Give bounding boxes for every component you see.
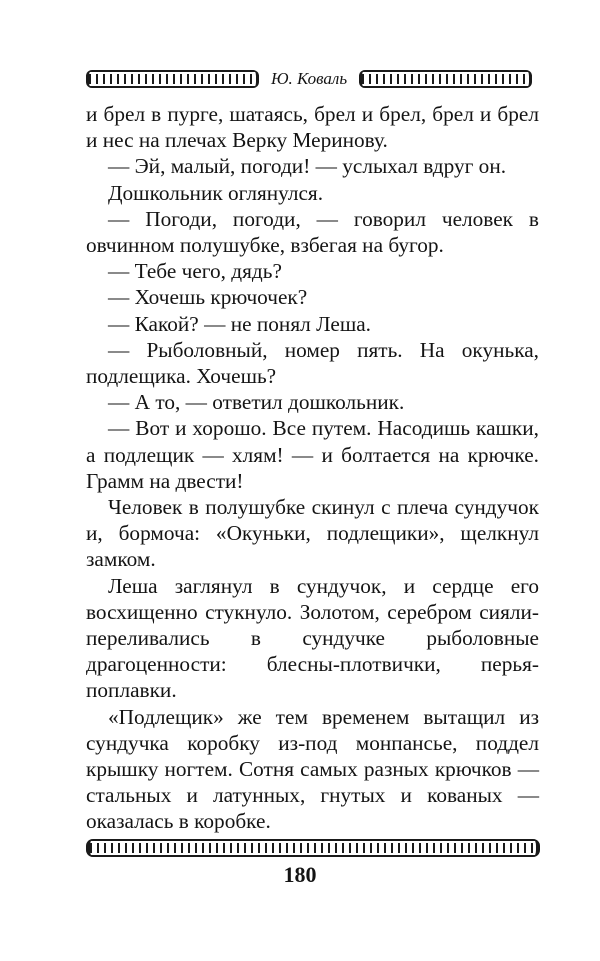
paragraph: — Какой? — не понял Леша. (108, 311, 371, 336)
paragraph: — Вот и хорошо. Все путем. Насодишь кашки, а подлещик — хлям! — и болтается на крючке. Грамм на двести! (86, 416, 539, 493)
paragraph: Дошкольник оглянулся. (108, 180, 324, 205)
paragraph: «Подлещик» же тем временем вытащил из сундучка коробку из-под монпансье, поддел крышку ногтем. Сотня самых разных крючков — стальных и латунных, гнутых и кованых — оказалась в коробке. (86, 704, 539, 834)
running-header (86, 64, 532, 94)
paragraph: — Погоди, погоди, — говорил человек в овчинном полушубке, взбегая на бугор. (86, 206, 539, 258)
paragraph: Человек в полушубке скинул с плеча сундучок и, бормоча: «Окуньки, подлещики», щелкнул замком. (86, 495, 539, 572)
header-ornament-right (359, 70, 532, 88)
paragraph: — Тебе чего, дядь? (108, 259, 282, 284)
body-text (86, 101, 539, 835)
paragraph: Леша заглянул в сундучок, и сердце его восхищенно стукнуло. Золотом, серебром сияли-переливались в сундучке рыболовные драгоценности: блесны-плотвички, перья-поплавки. (86, 573, 539, 703)
paragraph: — Эй, малый, погоди! — услыхал вдруг он. (108, 154, 507, 179)
paragraph: — А то, — ответил дошкольник. (108, 390, 405, 415)
paragraph: и брел в пурге, шатаясь, брел и брел, брел и брел и нес на плечах Верку Меринову. (86, 102, 539, 153)
page-number: 180 (283, 862, 317, 887)
header-author: Ю. Коваль (270, 69, 348, 88)
paragraph: — Хочешь крючочек? (108, 285, 308, 310)
footer-ornament (86, 839, 540, 857)
paragraph: — Рыболовный, номер пять. На окунька, подлещика. Хочешь? (86, 337, 539, 389)
header-ornament-left (86, 70, 259, 88)
